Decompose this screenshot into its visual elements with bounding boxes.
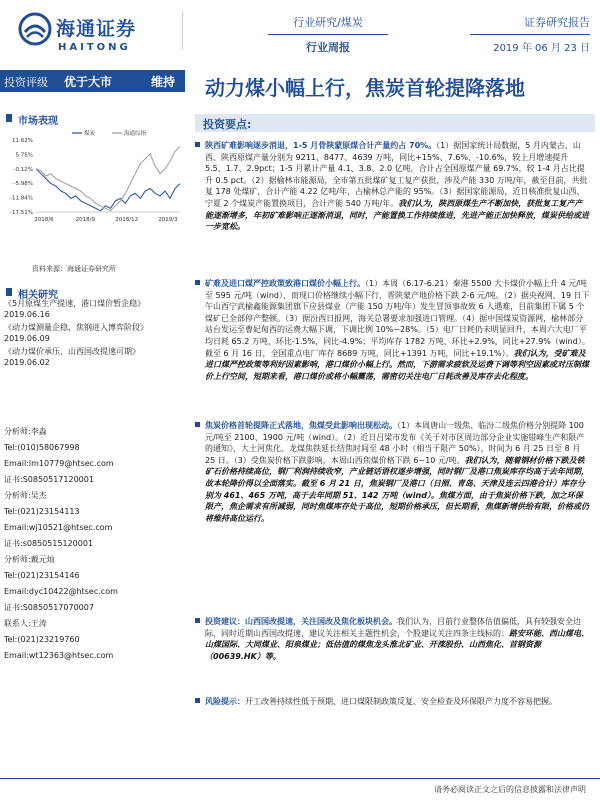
- keypoint-port-price: [205, 278, 590, 382]
- related-report-title[interactable]: 《动力煤价承压，山西国改提速可期》: [4, 347, 140, 356]
- header-right: [470, 14, 590, 54]
- analyst-info-line: Tel:(021)23154113: [4, 507, 80, 516]
- keypoint-2-conclusion: 我们认为，受矿难及进口煤严控政策等利好因素影响，港口煤价小幅上行。然而，下游需求疲软及运费下调等利空因素或对压制煤价上行空间，短期来看，港口煤价或将小幅震荡，需密切关注电厂日耗改善及库存去化程度。: [205, 348, 589, 381]
- x-tick-label: 2019/3: [158, 217, 178, 223]
- company-logo: [18, 10, 148, 60]
- related-report-title[interactable]: 《5月原煤生产提速，港口煤价暂企稳》: [4, 299, 146, 308]
- rating-label: 投资评级: [4, 76, 48, 89]
- bullet-icon: [195, 698, 200, 703]
- y-tick-label: -0.12%: [13, 166, 33, 173]
- logo-chinese: 海通证券: [56, 18, 137, 40]
- bullet-icon: [195, 142, 200, 147]
- y-tick-label: 11.62%: [12, 138, 33, 144]
- analyst-info-line: 分析师:李淼: [4, 427, 47, 436]
- series-line-0: [36, 169, 180, 211]
- keypoint-3-conclusion: 我们认为，随着钢材价格下跌及铁矿石价格持续高位，钢厂利润持续收窄，产业链话语权逐步增强，同时钢厂及港口焦炭库存均高于去年同期，故本轮降价得以全面落实。截至 6 月 21 日，焦炭钢厂及港口（日照、青岛、天津及连云四港合计）库存分别为 461、465 万吨，高于去年同期 51、142 万吨（wind）。焦煤方面，由于焦炭价格下跌，加之环保限产，焦企需求有所减弱，同时焦煤库存处于高位，短期价格承压，但长期看，焦煤新增供给有限，价格或仍将维持高位运行。: [205, 455, 589, 523]
- analyst-info-line: Email:wt12363@htsec.com: [4, 651, 114, 660]
- keypoint-1-text: （1）据国家统计局数据，5 月内蒙古、山西、陕西原煤产量分别为 9211、8477、4639 万吨，同比+15%、7.6%、-10.6%，较上月增速提升 5.5、1.7、2.9pct；1-5 月累计产量 4.1、3.8、2.0 亿吨，合计占全国原煤产量 69.7%，较 1-4 月占比提升 0.5 pct。（2）据榆林市能源局，全市第五批煤矿复工复产获批，涉及产能 330 万吨/年，截至目前，共批复 178 处煤矿，合计产能 4.22 亿吨/年，占榆林总产能的 95%。（3）据国家能源局，近日核准批复山西、宁夏 2 个煤炭产能置换项目，合计产能 540 万吨/年。: [205, 141, 588, 208]
- analyst-info-line: Tel:(021)23219760: [4, 635, 80, 644]
- header-separator-right: [470, 34, 590, 35]
- keypoint-coal-supply: [205, 140, 590, 233]
- rating-trend: 维持: [150, 75, 175, 89]
- report-date: 2019 年 06 月 23 日: [493, 43, 590, 54]
- analyst-info-line: 证书:s0850515120001: [4, 539, 94, 548]
- report-category: 证券研究报告: [524, 16, 590, 29]
- analyst-info-line: 证书:S0850517070007: [4, 603, 94, 612]
- keypoint-5-text: 开工改善持续性低于预期、进口煤限制政策反复、安全检查及环保限产力度不容易把握。: [245, 697, 557, 706]
- y-tick-label: 5.75%: [15, 152, 33, 159]
- header-separator: [268, 34, 388, 35]
- market-heading: 市场表现: [0, 112, 58, 127]
- analyst-info-line: Email:lm10779@htsec.com: [4, 459, 114, 468]
- related-report-date: 2019.06.16: [4, 310, 50, 319]
- keypoints-heading: 投资要点:: [203, 118, 252, 131]
- series-line-1: [36, 147, 180, 211]
- keypoint-investment-advice: [205, 616, 590, 662]
- analyst-info-line: 分析师:戴元灿: [4, 555, 55, 564]
- keypoint-2-text: （1）本周（6.17-6.21）秦港 5500 大卡煤价小幅上升 4 元/吨至 595 元/吨（wind），而现口价格继续小幅下行，晋陕蒙产地价格下跌 2-6 元/吨。（2）据央视网，19 日下午山西宁武榆鑫能源集团旗下应县煤业（产能 150 万吨/年）发生冒顶事故致 6 人遇难，目前集团下属 5 个煤矿已全部停产整顿。（3）据汾西日报网，海关总署要求加强进口管理。（4）据中国煤炭资源网，榆林部分站台发运至曹妃甸西的运费大幅下调，下调比例 10%~28%。（5）电厂日耗仍未明显回升，本周六大电厂平均日耗 65.2 万吨，环比-1.5%，同比-4.9%；平均库存 1782 万吨，环比+2.9%，同比+27.9%（wind）。截至 6 月 16 日，全国重点电厂库存 8689 万吨，同比+1391 万吨，同比+19.1%）。: [205, 279, 590, 358]
- market-chart: [2, 128, 185, 228]
- analyst-info-line: 证书:S0850517120001: [4, 475, 94, 484]
- keypoint-risk: [205, 696, 590, 708]
- keypoint-4-text: 我们认为，目前行业整体估值偏低，具有较强安全边际，同时近期山西国改提速，建议关注相关主题性机会，个股建议关注四条主线标的：: [205, 617, 581, 638]
- y-tick-label: -11.84%: [10, 195, 33, 202]
- header-center: [268, 14, 388, 55]
- footer-disclaimer: 请务必阅读正文之后的信息披露和法律声明: [434, 785, 586, 794]
- footer-line: [0, 778, 600, 779]
- related-list: [4, 298, 182, 370]
- x-tick-label: 2018/6: [34, 217, 54, 223]
- rating-value: 优于大市: [64, 75, 113, 89]
- y-tick-label: -5.98%: [13, 181, 33, 188]
- x-tick-label: 2018/9: [75, 217, 96, 223]
- analyst-info-line: Tel:(010)58067998: [4, 443, 80, 452]
- keypoint-2-bold: 矿难及进口煤严控政策致港口煤价小幅上行。: [205, 279, 365, 288]
- bullet-icon: [195, 422, 200, 427]
- left-column: [0, 100, 185, 760]
- page-title: 动力煤小幅上行，焦炭首轮提降落地: [205, 76, 525, 100]
- legend-label: 海通综指: [124, 131, 147, 137]
- keypoint-1-conclusion: 我们认为，陕西原煤生产不断加快，获批复工复产产能逐渐增多，年初矿难影响正逐渐消退，同时，产能置换工作持续推进，先进产能正加快释放，煤炭供给或进一步宽松。: [205, 198, 589, 232]
- keypoints-header: [195, 114, 595, 132]
- bullet-icon: [195, 280, 200, 285]
- analyst-list: [4, 424, 182, 664]
- chart-source: 资料来源：海通证券研究所: [32, 265, 116, 273]
- analyst-info-line: 分析师:吴杰: [4, 491, 47, 500]
- keypoint-3-bold: 焦炭价格首轮提降正式落地，焦煤受此影响出现松动。: [205, 421, 397, 430]
- report-type: 行业周报: [306, 41, 350, 54]
- keypoint-4-stocks: 路安环能、西山煤电、山煤国际、大同煤业、阳泉煤业；低估值的煤焦龙头淮北矿业、开滦股份、山西焦化、首钢资源（00639.HK）等。: [205, 628, 589, 661]
- header-divider: [182, 10, 183, 50]
- x-tick-label: 2018/12: [115, 217, 139, 223]
- logo-english: HAITONG: [58, 42, 131, 53]
- keypoint-5-bold: 风险提示：: [205, 697, 245, 706]
- keypoint-4-bold: 投资建议：山西国改提速，关注国改及焦化板块机会。: [205, 617, 397, 626]
- keypoint-1-bold: 陕西矿难影响逐步消退，1-5 月骨陕蒙原煤合计产量约占 70%。: [205, 141, 437, 150]
- y-tick-label: -17.51%: [10, 210, 33, 216]
- legend-label: 煤炭: [84, 131, 96, 137]
- related-report-date: 2019.06.09: [4, 334, 50, 343]
- related-heading: 相关研究: [0, 286, 58, 301]
- analyst-info-line: Email:wj10521@htsec.com: [4, 523, 113, 532]
- analyst-info-line: 联系人:王涛: [4, 619, 47, 628]
- related-report-title[interactable]: 《动力煤测量企稳，焦钢进入博弈阶段》: [4, 323, 148, 332]
- haitong-logo-icon: [18, 12, 52, 46]
- analyst-info-line: Email:dyc10422@htsec.com: [4, 587, 118, 596]
- analyst-info-line: Tel:(021)23154146: [4, 571, 80, 580]
- keypoint-3-text: （1）本周唐山一级焦、临汾二级焦价格分别提降 100 元/吨至 2100、1900 元/吨（wind）。（2）近日吕梁市发布《关于对市区周边部分企业实施错峰生产和限产的通知》，大土河焦化、龙煤焦铁延长结焦时间至 48 小时（相当于限产 50%），时间为 6 月 25 日至 8 月 25 日。（3）受焦炭价格下跌影响，本周山西焦煤价格下跌 6~10 元/吨。: [205, 421, 585, 465]
- related-report-date: 2019.06.02: [4, 358, 50, 367]
- report-header: [0, 0, 600, 68]
- rating-bar: [0, 70, 185, 92]
- industry-label: 行业研究/煤炭: [293, 16, 363, 29]
- bullet-icon: [195, 618, 200, 623]
- keypoint-coke-price: [205, 420, 590, 524]
